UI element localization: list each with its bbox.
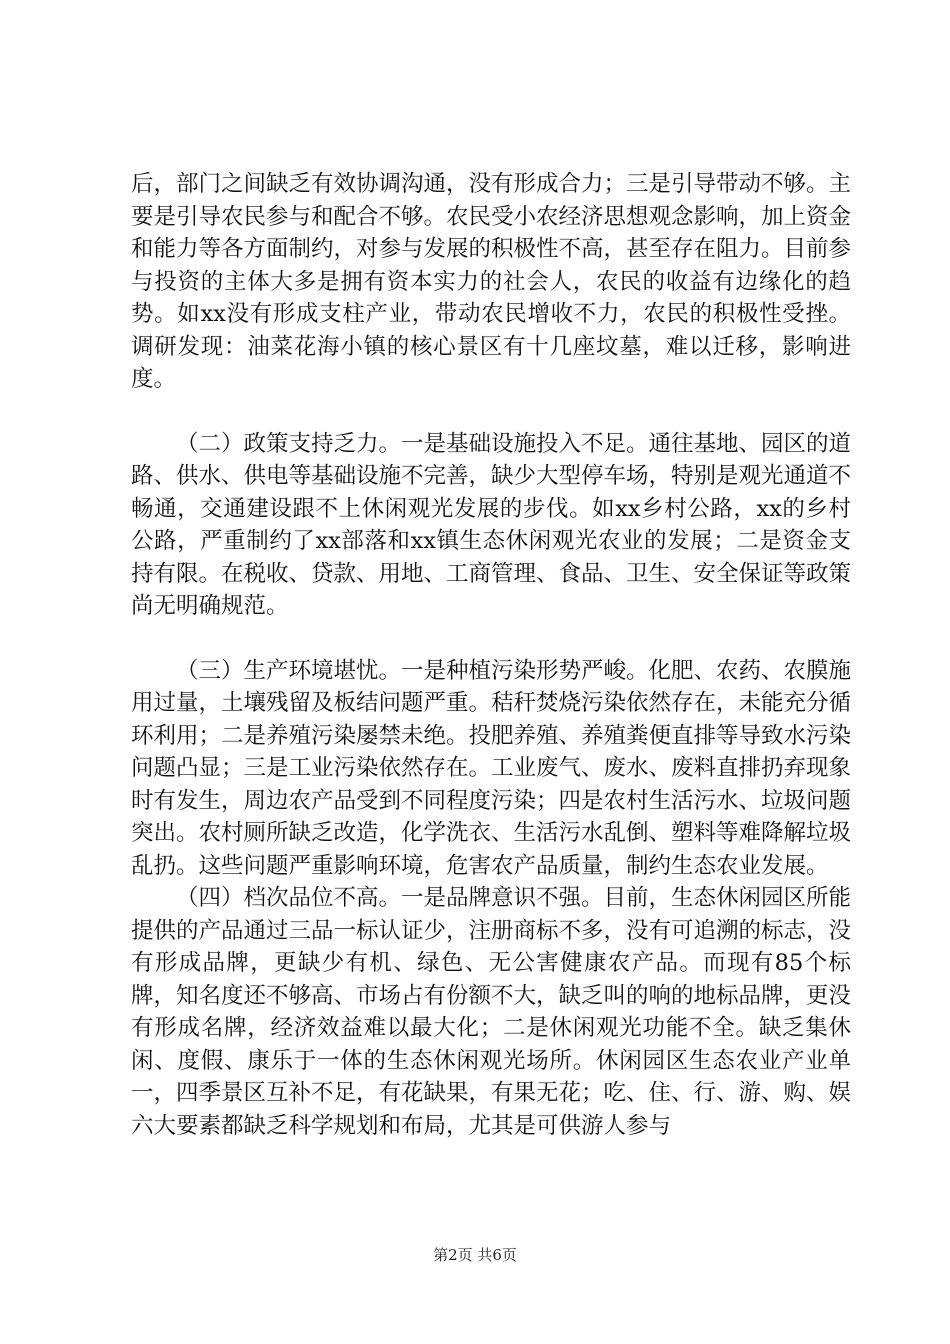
paragraph-continuation: 后，部门之间缺乏有效协调沟通，没有形成合力；三是引导带动不够。主要是引导农民参与和配合不够。农民受小农经济思想观念影响，加上资金和能力等各方面制约，对参与发展的积极性不高，甚至存在阻力。目前参与投资的主体大多是拥有资本实力的社会人，农民的收益有边缘化的趋势。如xx没有形成支柱产业，带动农民增收不力，农民的积极性受挫。调研发现：油菜花海小镇的核心景区有十几座坟墓，难以迁移，影响进度。 xyxy=(131,171,852,392)
paragraph-spacer xyxy=(131,623,851,655)
document-body xyxy=(131,168,851,1142)
paragraph-spacer xyxy=(131,396,851,428)
paragraph-policy-support: （二）政策支持乏力。一是基础设施投入不足。通往基地、园区的道路、供水、供电等基础设施不完善，缺少大型停车场，特别是观光通道不畅通，交通建设跟不上休闲观光发展的步伐。如xx乡村公路，xx的乡村公路，严重制约了xx部落和xx镇生态休闲观光农业的发展；二是资金支持有限。在税收、贷款、用地、工商管理、食品、卫生、安全保证等政策尚无明确规范。 xyxy=(131,430,852,619)
paragraph-grade-level: （四）档次品位不高。一是品牌意识不强。目前，生态休闲园区所能提供的产品通过三品一标认证少，注册商标不多，没有可追溯的标志，没有形成品牌，更缺少有机、绿色、无公害健康农产品。而现有85个标牌，知名度还不够高、市场占有份额不大，缺乏叫的响的地标品牌，更没有形成名牌，经济效益难以最大化；二是休闲观光功能不全。缺乏集休闲、度假、康乐于一体的生态休闲观光场所。休闲园区生态农业产业单一，四季景区互补不足，有花缺果，有果无花；吃、住、行、游、购、娱六大要素都缺乏科学规划和布局，尤其是可供游人参与 xyxy=(131,885,852,1139)
page-footer: 第2页 共6页 xyxy=(433,1246,517,1264)
paragraph-production-environment: （三）生产环境堪忧。一是种植污染形势严峻。化肥、农药、农膜施用过量，土壤残留及板结问题严重。秸秆焚烧污染依然存在，未能充分循环利用；二是养殖污染屡禁未绝。投肥养殖、养殖粪便直排等导致水污染问题凸显；三是工业污染依然存在。工业废气、废水、废料直排扔弃现象时有发生，周边农产品受到不同程度污染；四是农村生活污水、垃圾问题突出。农村厕所缺乏改造，化学洗衣、生活污水乱倒、塑料等难降解垃圾乱扔。这些问题严重影响环境，危害农产品质量，制约生态农业发展。 xyxy=(131,657,852,879)
